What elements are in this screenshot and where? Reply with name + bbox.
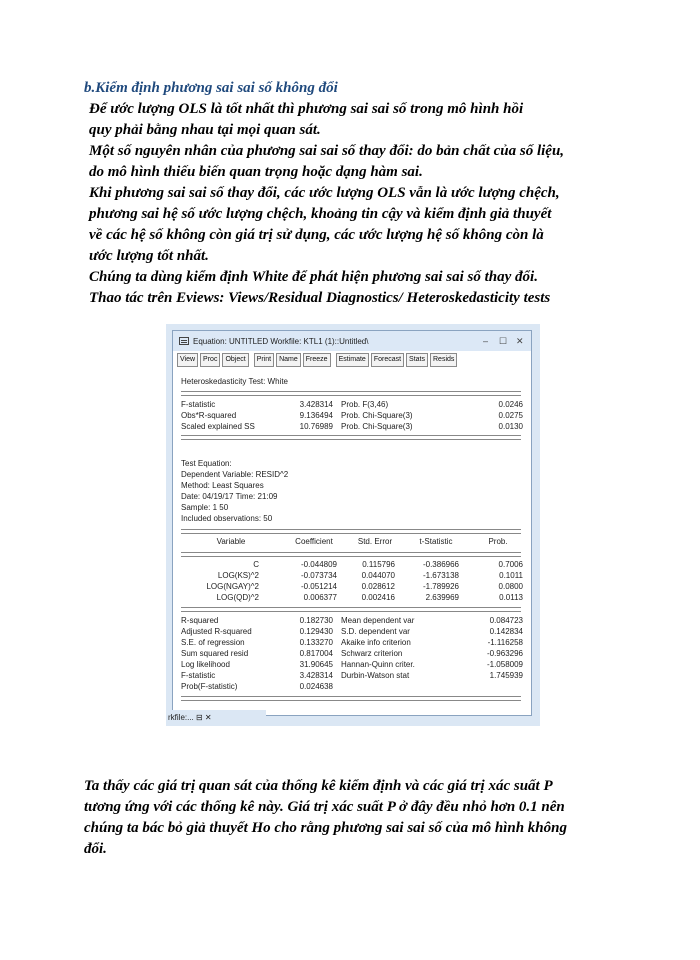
- summary-row: Prob(F-statistic) 0.024638: [181, 682, 333, 691]
- minimize-icon[interactable]: –: [483, 336, 489, 346]
- test-info-line: Sample: 1 50: [181, 503, 229, 512]
- intro-line: do mô hình thiếu biến quan trọng hoặc dạng hàm sai.: [89, 164, 423, 180]
- divider: [181, 435, 521, 440]
- name-button[interactable]: Name: [276, 353, 301, 367]
- conclusion-line: tương ứng với các thống kê này. Giá trị xác suất P ở đây đều nhỏ hơn 0.1 nên: [84, 799, 565, 815]
- window-title: Equation: UNTITLED Workfile: KTL1 (1)::Untitled\: [193, 336, 369, 346]
- conclusion-line: đổi.: [84, 841, 107, 857]
- test-info-line: Method: Least Squares: [181, 481, 264, 490]
- stat-row: F-statistic 3.428314 Prob. F(3,46) 0.0246: [181, 400, 523, 409]
- test-title: Heteroskedasticity Test: White: [181, 377, 289, 386]
- conclusion-line: chúng ta bác bỏ giả thuyết Ho cho rằng phương sai sai số của mô hình không: [84, 820, 567, 836]
- freeze-button[interactable]: Freeze: [303, 353, 331, 367]
- divider: [181, 696, 521, 701]
- coef-row: LOG(NGAY)^2 -0.051214 0.028612 -1.789926 0.0800: [206, 582, 523, 591]
- summary-row: F-statistic 3.428314 Durbin-Watson stat 1.745939: [181, 671, 523, 680]
- proc-button[interactable]: Proc: [200, 353, 220, 367]
- conclusion-line: Ta thấy các giá trị quan sát của thống kê kiểm định và các giá trị xác suất P: [84, 778, 553, 794]
- close-icon[interactable]: ✕: [516, 336, 524, 346]
- object-button[interactable]: Object: [222, 353, 248, 367]
- intro-line: Một số nguyên nhân của phương sai sai số thay đổi: do bản chất của số liệu,: [89, 143, 565, 159]
- coef-row: LOG(QD)^2 0.006377 0.002416 2.639969 0.0113: [216, 593, 523, 602]
- equation-window: [172, 330, 532, 716]
- estimate-button[interactable]: Estimate: [336, 353, 369, 367]
- maximize-icon[interactable]: ☐: [499, 336, 508, 346]
- summary-row: Log likelihood 31.90645 Hannan-Quinn criter. -1.058009: [181, 660, 523, 669]
- stat-row: Scaled explained SS 10.76989 Prob. Chi-Square(3) 0.0130: [181, 422, 523, 431]
- intro-line: Chúng ta dùng kiểm định White để phát hiện phương sai sai số thay đổi.: [89, 269, 538, 285]
- print-button[interactable]: Print: [254, 353, 274, 367]
- resids-button[interactable]: Resids: [430, 353, 457, 367]
- divider: [181, 529, 521, 534]
- divider: [181, 607, 521, 612]
- view-button[interactable]: View: [177, 353, 198, 367]
- intro-line: Khi phương sai sai số thay đổi, các ước lượng OLS vẫn là ước lượng chệch,: [89, 185, 560, 201]
- test-info-line: Test Equation:: [181, 459, 232, 468]
- section-heading: b.Kiểm định phương sai sai số không đổi: [84, 80, 338, 96]
- test-info-line: Included observations: 50: [181, 514, 273, 523]
- equation-icon: [179, 337, 189, 345]
- intro-line: Thao tác trên Eviews: Views/Residual Diagnostics/ Heteroskedasticity tests: [89, 290, 551, 306]
- stats-button[interactable]: Stats: [406, 353, 428, 367]
- intro-line: quy phải bằng nhau tại mọi quan sát.: [89, 122, 321, 138]
- coef-row: C -0.044809 0.115796 -0.386966 0.7006: [253, 560, 523, 569]
- conclusion-paragraph: [84, 776, 624, 860]
- intro-line: Để ước lượng OLS là tốt nhất thì phương sai sai số trong mô hình hồi: [89, 101, 524, 117]
- eviews-screenshot: [166, 324, 540, 726]
- coef-row: LOG(KS)^2 -0.073734 0.044070 -1.673138 0.1011: [217, 571, 523, 580]
- test-info-line: Dependent Variable: RESID^2: [181, 470, 289, 479]
- summary-row: Adjusted R-squared 0.129430 S.D. dependent var 0.142834: [181, 627, 523, 636]
- summary-row: R-squared 0.182730 Mean dependent var 0.084723: [181, 616, 523, 625]
- test-info-line: Date: 04/19/17 Time: 21:09: [181, 492, 278, 501]
- intro-paragraph: [89, 99, 629, 309]
- summary-row: Sum squared resid 0.817004 Schwarz criterion -0.963296: [181, 649, 523, 658]
- summary-row: S.E. of regression 0.133270 Akaike info criterion -1.116258: [181, 638, 523, 647]
- forecast-button[interactable]: Forecast: [371, 353, 404, 367]
- intro-line: ước lượng tốt nhất.: [89, 248, 209, 264]
- window-titlebar[interactable]: [173, 331, 531, 351]
- divider: [181, 552, 521, 557]
- intro-line: về các hệ số không còn giá trị sử dụng, các ước lượng hệ số không còn là: [89, 227, 544, 243]
- output-pane: [177, 371, 527, 713]
- workfile-minimized-tab[interactable]: rkfile:... ⊟ ✕: [166, 710, 266, 726]
- stat-row: Obs*R-squared 9.136494 Prob. Chi-Square(3) 0.0275: [181, 411, 523, 420]
- window-toolbar: [177, 353, 457, 367]
- intro-line: phương sai hệ số ước lượng chệch, khoảng tin cậy và kiểm định giả thuyết: [89, 206, 552, 222]
- coef-header-row: Variable Coefficient Std. Error t-Statistic Prob.: [216, 537, 508, 546]
- divider: [181, 391, 521, 396]
